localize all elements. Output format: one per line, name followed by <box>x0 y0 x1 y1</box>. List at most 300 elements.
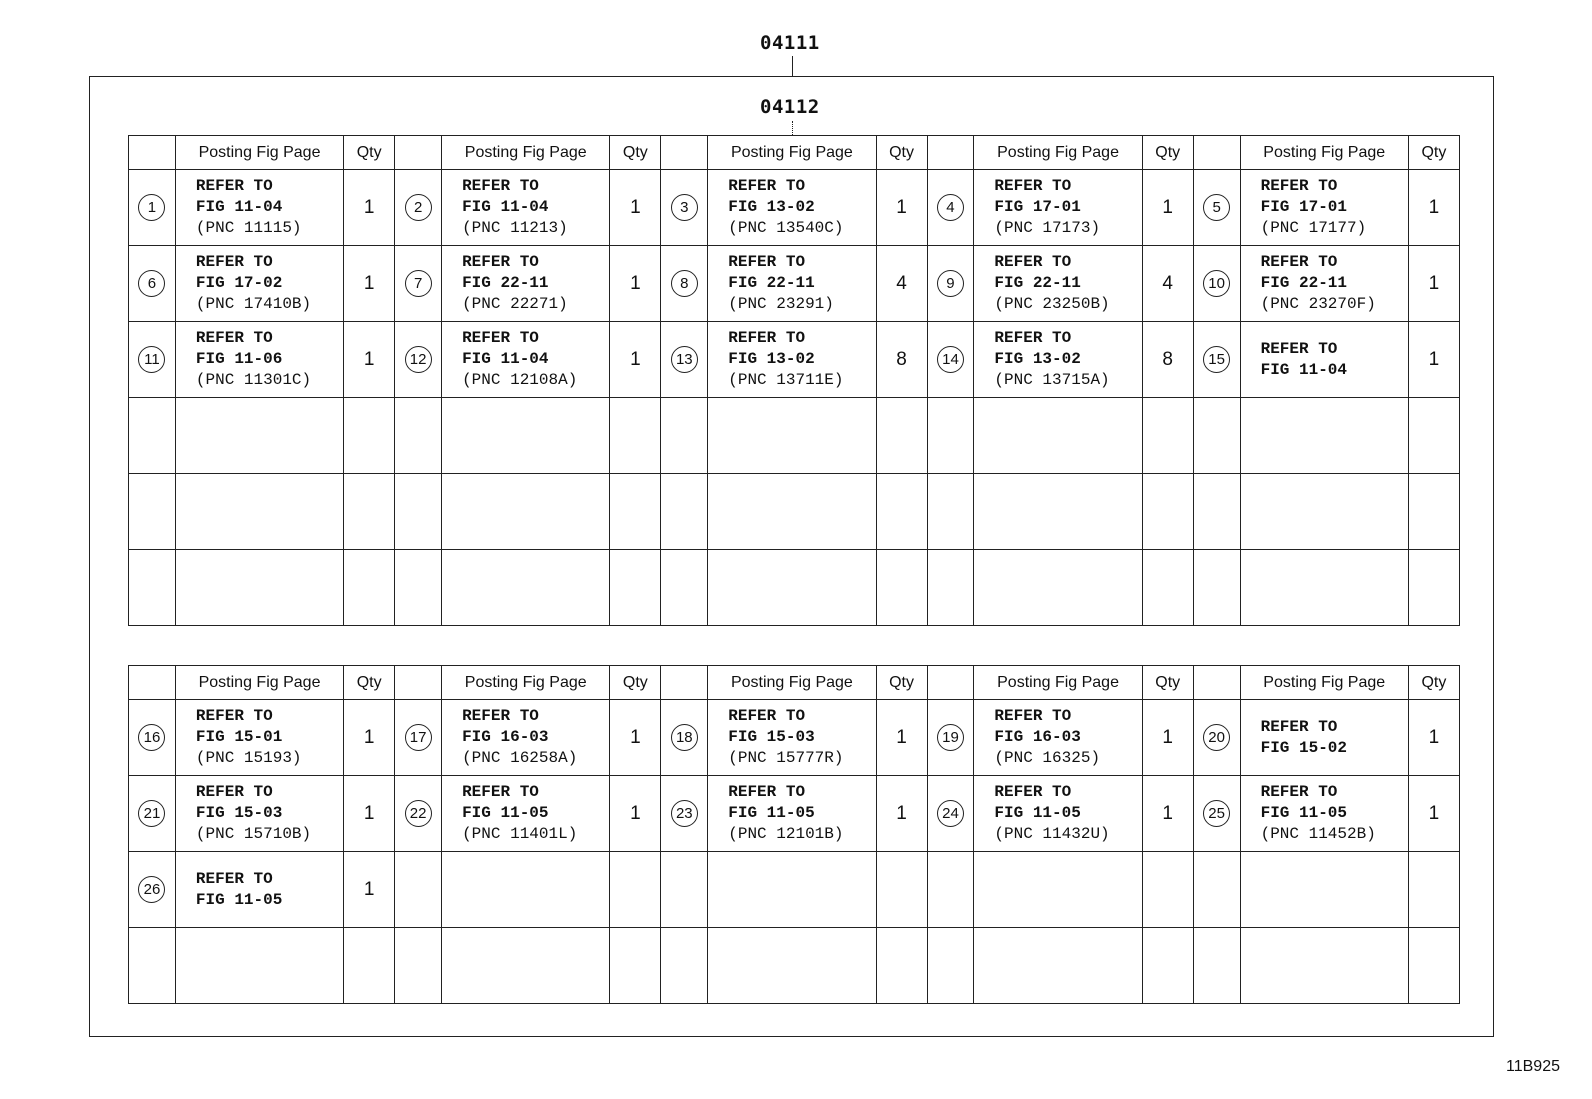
qty-value: 1 <box>1142 776 1193 852</box>
reference-text <box>994 706 1141 769</box>
item-number-circle: 7 <box>405 270 432 297</box>
pnc-number: (PNC 16325) <box>994 749 1101 767</box>
item-number-circle: 25 <box>1203 800 1230 827</box>
reference-text <box>462 252 609 315</box>
qty-value: 1 <box>344 700 395 776</box>
pnc-number: (PNC 15777R) <box>728 749 844 767</box>
item-number-cell <box>129 322 176 398</box>
refer-to-text: REFER TO <box>1260 177 1338 195</box>
item-number-cell <box>129 700 176 776</box>
qty-cell <box>610 474 661 550</box>
pnc-number: (PNC 23270F) <box>1260 295 1376 313</box>
item-number-circle: 24 <box>937 800 964 827</box>
qty-value: 1 <box>876 170 927 246</box>
posting-reference-cell <box>974 474 1142 550</box>
posting-reference-cell <box>974 398 1142 474</box>
item-number-circle: 10 <box>1203 270 1230 297</box>
qty-value: 1 <box>344 246 395 322</box>
refer-to-text: REFER TO <box>728 177 806 195</box>
reference-text <box>462 176 609 239</box>
qty-cell <box>344 398 395 474</box>
pnc-number: (PNC 17410B) <box>195 295 312 313</box>
refer-to-text: REFER TO <box>1260 339 1338 358</box>
header-posting-fig-page: Posting Fig Page <box>708 136 876 170</box>
qty-cell <box>1142 550 1193 626</box>
pnc-number: (PNC 13715A) <box>994 371 1110 389</box>
header-posting-fig-page: Posting Fig Page <box>175 666 343 700</box>
posting-reference-cell <box>708 246 876 322</box>
item-number-cell <box>129 474 176 550</box>
reference-text <box>994 328 1141 391</box>
reference-text <box>1261 717 1408 759</box>
reference-text <box>462 706 609 769</box>
item-number-cell <box>927 700 974 776</box>
item-number-cell <box>395 776 442 852</box>
fig-page-text: FIG 22-11 <box>1260 274 1348 292</box>
refer-to-text: REFER TO <box>462 253 539 271</box>
pnc-number: (PNC 23291) <box>728 295 834 313</box>
fig-page-text: FIG 11-04 <box>195 198 283 216</box>
qty-value: 1 <box>1408 246 1459 322</box>
item-number-cell <box>927 550 974 626</box>
qty-cell <box>610 852 661 928</box>
table-row <box>129 398 1460 474</box>
fig-page-text: FIG 13-02 <box>728 198 815 216</box>
reference-text <box>196 176 343 239</box>
qty-value: 1 <box>1408 170 1459 246</box>
pnc-number: (PNC 13540C) <box>728 219 844 237</box>
pnc-number: (PNC 12108A) <box>462 371 578 389</box>
posting-reference-cell <box>1240 322 1408 398</box>
item-number-cell <box>395 322 442 398</box>
subassembly-code-label: 04112 <box>760 96 820 118</box>
item-number-circle: 21 <box>138 800 165 827</box>
fig-page-text: FIG 11-04 <box>1260 360 1348 379</box>
posting-reference-cell <box>175 398 343 474</box>
refer-to-text: REFER TO <box>195 783 273 801</box>
item-number-cell <box>129 550 176 626</box>
fig-page-text: FIG 11-04 <box>462 198 549 216</box>
table-row <box>129 928 1460 1004</box>
qty-value: 1 <box>344 852 395 928</box>
header-num-cell <box>395 666 442 700</box>
item-number-cell <box>1193 398 1240 474</box>
pnc-number: (PNC 11213) <box>462 219 568 237</box>
table-header-row <box>129 136 1460 170</box>
item-number-cell <box>661 398 708 474</box>
fig-page-text: FIG 16-03 <box>462 728 549 746</box>
qty-cell <box>344 928 395 1004</box>
posting-reference-cell <box>175 246 343 322</box>
posting-reference-cell <box>442 322 610 398</box>
header-qty: Qty <box>876 666 927 700</box>
fig-page-text: FIG 15-01 <box>195 728 283 746</box>
item-number-cell <box>395 700 442 776</box>
item-number-circle: 13 <box>671 346 698 373</box>
posting-reference-cell <box>1240 550 1408 626</box>
item-number-circle: 6 <box>138 270 165 297</box>
refer-to-text: REFER TO <box>195 869 273 888</box>
item-number-circle: 8 <box>671 270 698 297</box>
header-qty: Qty <box>1408 136 1459 170</box>
reference-text <box>1261 339 1408 381</box>
item-number-circle: 23 <box>671 800 698 827</box>
header-num-cell <box>1193 136 1240 170</box>
refer-to-text: REFER TO <box>462 707 539 725</box>
refer-to-text: REFER TO <box>994 177 1072 195</box>
qty-cell <box>1142 852 1193 928</box>
qty-cell <box>1142 398 1193 474</box>
posting-reference-cell <box>708 474 876 550</box>
parts-table-lower <box>128 665 1460 1004</box>
item-number-circle: 18 <box>671 724 698 751</box>
posting-reference-cell <box>442 170 610 246</box>
pnc-number: (PNC 16258A) <box>462 749 578 767</box>
refer-to-text: REFER TO <box>462 329 539 347</box>
qty-cell <box>876 398 927 474</box>
qty-value: 1 <box>610 170 661 246</box>
pnc-number: (PNC 13711E) <box>728 371 844 389</box>
item-number-cell <box>395 246 442 322</box>
pnc-number: (PNC 15710B) <box>195 825 312 843</box>
item-number-circle: 11 <box>138 346 165 373</box>
pnc-number: (PNC 11301C) <box>195 371 312 389</box>
posting-reference-cell <box>1240 928 1408 1004</box>
header-qty: Qty <box>1408 666 1459 700</box>
header-num-cell <box>129 136 176 170</box>
item-number-circle: 3 <box>671 194 698 221</box>
item-number-circle: 26 <box>138 876 165 903</box>
pnc-number: (PNC 11401L) <box>462 825 578 843</box>
header-posting-fig-page: Posting Fig Page <box>974 136 1142 170</box>
posting-reference-cell <box>175 550 343 626</box>
posting-reference-cell <box>974 246 1142 322</box>
item-number-cell <box>1193 322 1240 398</box>
reference-text <box>728 328 875 391</box>
qty-value: 1 <box>876 776 927 852</box>
posting-reference-cell <box>974 700 1142 776</box>
qty-value: 1 <box>876 700 927 776</box>
pnc-number: (PNC 15193) <box>195 749 302 767</box>
qty-value: 4 <box>876 246 927 322</box>
posting-reference-cell <box>175 700 343 776</box>
pnc-number: (PNC 11452B) <box>1260 825 1376 843</box>
header-qty: Qty <box>1142 136 1193 170</box>
item-number-circle: 14 <box>937 346 964 373</box>
qty-value: 1 <box>610 246 661 322</box>
reference-text <box>1261 176 1408 239</box>
qty-value: 1 <box>610 322 661 398</box>
header-num-cell <box>927 136 974 170</box>
item-number-circle: 4 <box>937 194 964 221</box>
item-number-cell <box>395 398 442 474</box>
reference-text <box>196 869 343 911</box>
fig-page-text: FIG 11-05 <box>994 804 1081 822</box>
fig-page-text: FIG 17-01 <box>1260 198 1348 216</box>
posting-reference-cell <box>442 776 610 852</box>
qty-cell <box>1408 852 1459 928</box>
qty-value: 1 <box>610 700 661 776</box>
refer-to-text: REFER TO <box>728 253 806 271</box>
qty-value: 8 <box>1142 322 1193 398</box>
item-number-cell <box>1193 550 1240 626</box>
qty-value: 8 <box>876 322 927 398</box>
header-num-cell <box>129 666 176 700</box>
reference-text <box>728 176 875 239</box>
posting-reference-cell <box>708 700 876 776</box>
qty-cell <box>344 474 395 550</box>
item-number-cell <box>661 700 708 776</box>
item-number-cell <box>927 776 974 852</box>
posting-reference-cell <box>175 776 343 852</box>
posting-reference-cell <box>1240 246 1408 322</box>
posting-reference-cell <box>1240 398 1408 474</box>
qty-value: 1 <box>1408 322 1459 398</box>
header-posting-fig-page: Posting Fig Page <box>442 136 610 170</box>
refer-to-text: REFER TO <box>462 783 539 801</box>
fig-page-text: FIG 11-05 <box>195 890 283 909</box>
posting-reference-cell <box>708 852 876 928</box>
posting-reference-cell <box>175 170 343 246</box>
refer-to-text: REFER TO <box>195 253 273 271</box>
posting-reference-cell <box>1240 170 1408 246</box>
qty-value: 1 <box>344 776 395 852</box>
reference-text <box>462 782 609 845</box>
posting-reference-cell <box>708 322 876 398</box>
posting-reference-cell <box>1240 700 1408 776</box>
header-posting-fig-page: Posting Fig Page <box>175 136 343 170</box>
reference-text <box>196 706 343 769</box>
reference-text <box>462 328 609 391</box>
fig-page-text: FIG 11-05 <box>1260 804 1348 822</box>
refer-to-text: REFER TO <box>994 707 1072 725</box>
parts-table-upper <box>128 135 1460 626</box>
pnc-number: (PNC 17177) <box>1260 219 1367 237</box>
assembly-leader-line <box>792 56 793 76</box>
qty-cell <box>1408 550 1459 626</box>
posting-reference-cell <box>442 398 610 474</box>
header-posting-fig-page: Posting Fig Page <box>442 666 610 700</box>
qty-value: 1 <box>1408 700 1459 776</box>
refer-to-text: REFER TO <box>728 783 806 801</box>
header-posting-fig-page: Posting Fig Page <box>708 666 876 700</box>
posting-reference-cell <box>708 550 876 626</box>
refer-to-text: REFER TO <box>994 253 1072 271</box>
header-posting-fig-page: Posting Fig Page <box>974 666 1142 700</box>
refer-to-text: REFER TO <box>1260 717 1338 736</box>
posting-reference-cell <box>708 928 876 1004</box>
item-number-cell <box>129 246 176 322</box>
qty-cell <box>1142 474 1193 550</box>
posting-reference-cell <box>175 474 343 550</box>
posting-reference-cell <box>442 700 610 776</box>
qty-cell <box>876 928 927 1004</box>
item-number-cell <box>129 170 176 246</box>
item-number-cell <box>927 170 974 246</box>
item-number-cell <box>927 852 974 928</box>
fig-page-text: FIG 11-05 <box>462 804 549 822</box>
posting-reference-cell <box>442 852 610 928</box>
refer-to-text: REFER TO <box>1260 253 1338 271</box>
posting-reference-cell <box>708 170 876 246</box>
posting-reference-cell <box>175 852 343 928</box>
table-row <box>129 322 1460 398</box>
table-row <box>129 852 1460 928</box>
fig-page-text: FIG 11-06 <box>195 350 283 368</box>
qty-cell <box>876 852 927 928</box>
item-number-cell <box>661 776 708 852</box>
item-number-cell <box>927 398 974 474</box>
posting-reference-cell <box>708 776 876 852</box>
table-row <box>129 474 1460 550</box>
pnc-number: (PNC 22271) <box>462 295 568 313</box>
header-qty: Qty <box>344 136 395 170</box>
qty-value: 1 <box>610 776 661 852</box>
item-number-cell <box>395 550 442 626</box>
posting-reference-cell <box>974 852 1142 928</box>
posting-reference-cell <box>442 928 610 1004</box>
item-number-circle: 20 <box>1203 724 1230 751</box>
posting-reference-cell <box>974 550 1142 626</box>
reference-text <box>196 252 343 315</box>
qty-cell <box>610 550 661 626</box>
header-num-cell <box>661 666 708 700</box>
item-number-cell <box>927 246 974 322</box>
refer-to-text: REFER TO <box>195 329 273 347</box>
qty-value: 1 <box>344 170 395 246</box>
refer-to-text: REFER TO <box>728 707 806 725</box>
refer-to-text: REFER TO <box>462 177 539 195</box>
reference-text <box>728 706 875 769</box>
qty-value: 1 <box>1142 170 1193 246</box>
fig-page-text: FIG 22-11 <box>728 274 815 292</box>
item-number-cell <box>129 776 176 852</box>
refer-to-text: REFER TO <box>994 783 1072 801</box>
item-number-circle: 1 <box>138 194 165 221</box>
header-qty: Qty <box>1142 666 1193 700</box>
posting-reference-cell <box>442 246 610 322</box>
qty-cell <box>1408 474 1459 550</box>
header-num-cell <box>1193 666 1240 700</box>
fig-page-text: FIG 17-01 <box>994 198 1081 216</box>
fig-page-text: FIG 22-11 <box>994 274 1081 292</box>
fig-page-text: FIG 22-11 <box>462 274 549 292</box>
item-number-cell <box>395 474 442 550</box>
posting-reference-cell <box>974 928 1142 1004</box>
item-number-cell <box>661 322 708 398</box>
header-posting-fig-page: Posting Fig Page <box>1240 666 1408 700</box>
item-number-cell <box>661 928 708 1004</box>
item-number-cell <box>129 928 176 1004</box>
assembly-code-label: 04111 <box>760 32 820 54</box>
item-number-cell <box>395 928 442 1004</box>
header-num-cell <box>927 666 974 700</box>
header-num-cell <box>661 136 708 170</box>
item-number-cell <box>661 474 708 550</box>
header-qty: Qty <box>876 136 927 170</box>
pnc-number: (PNC 11115) <box>195 219 302 237</box>
fig-page-text: FIG 13-02 <box>728 350 815 368</box>
item-number-cell <box>661 170 708 246</box>
item-number-cell <box>1193 700 1240 776</box>
qty-value: 1 <box>1408 776 1459 852</box>
reference-text <box>994 782 1141 845</box>
reference-text <box>1261 782 1408 845</box>
reference-text <box>994 252 1141 315</box>
header-qty: Qty <box>610 666 661 700</box>
header-num-cell <box>395 136 442 170</box>
item-number-circle: 16 <box>138 724 165 751</box>
item-number-circle: 15 <box>1203 346 1230 373</box>
item-number-cell <box>661 852 708 928</box>
qty-value: 4 <box>1142 246 1193 322</box>
subassembly-leader-line <box>792 121 793 135</box>
fig-page-text: FIG 11-04 <box>462 350 549 368</box>
refer-to-text: REFER TO <box>994 329 1072 347</box>
qty-value: 1 <box>1142 700 1193 776</box>
item-number-circle: 22 <box>405 800 432 827</box>
posting-reference-cell <box>1240 852 1408 928</box>
refer-to-text: REFER TO <box>195 177 273 195</box>
item-number-cell <box>927 474 974 550</box>
item-number-circle: 17 <box>405 724 432 751</box>
fig-page-text: FIG 16-03 <box>994 728 1081 746</box>
item-number-cell <box>1193 852 1240 928</box>
fig-page-text: FIG 17-02 <box>195 274 283 292</box>
figure-code: 11B925 <box>1506 1058 1560 1075</box>
item-number-circle: 5 <box>1203 194 1230 221</box>
posting-reference-cell <box>442 550 610 626</box>
item-number-cell <box>1193 170 1240 246</box>
reference-text <box>1261 252 1408 315</box>
item-number-circle: 2 <box>405 194 432 221</box>
qty-cell <box>610 398 661 474</box>
posting-reference-cell <box>974 776 1142 852</box>
fig-page-text: FIG 15-03 <box>195 804 283 822</box>
qty-cell <box>876 474 927 550</box>
pnc-number: (PNC 12101B) <box>728 825 844 843</box>
item-number-circle: 19 <box>937 724 964 751</box>
item-number-circle: 9 <box>937 270 964 297</box>
table-row <box>129 700 1460 776</box>
refer-to-text: REFER TO <box>1260 783 1338 801</box>
qty-cell <box>344 550 395 626</box>
pnc-number: (PNC 17173) <box>994 219 1101 237</box>
reference-text <box>728 782 875 845</box>
fig-page-text: FIG 15-02 <box>1260 738 1348 757</box>
posting-reference-cell <box>974 170 1142 246</box>
posting-reference-cell <box>175 928 343 1004</box>
header-qty: Qty <box>610 136 661 170</box>
posting-reference-cell <box>175 322 343 398</box>
qty-cell <box>1142 928 1193 1004</box>
qty-value: 1 <box>344 322 395 398</box>
fig-page-text: FIG 15-03 <box>728 728 815 746</box>
posting-reference-cell <box>1240 474 1408 550</box>
item-number-cell <box>927 322 974 398</box>
posting-reference-cell <box>442 474 610 550</box>
table-row <box>129 170 1460 246</box>
qty-cell <box>610 928 661 1004</box>
reference-text <box>994 176 1141 239</box>
qty-cell <box>1408 928 1459 1004</box>
qty-cell <box>876 550 927 626</box>
posting-reference-cell <box>974 322 1142 398</box>
table-row <box>129 246 1460 322</box>
item-number-cell <box>1193 246 1240 322</box>
item-number-cell <box>395 170 442 246</box>
refer-to-text: REFER TO <box>728 329 806 347</box>
